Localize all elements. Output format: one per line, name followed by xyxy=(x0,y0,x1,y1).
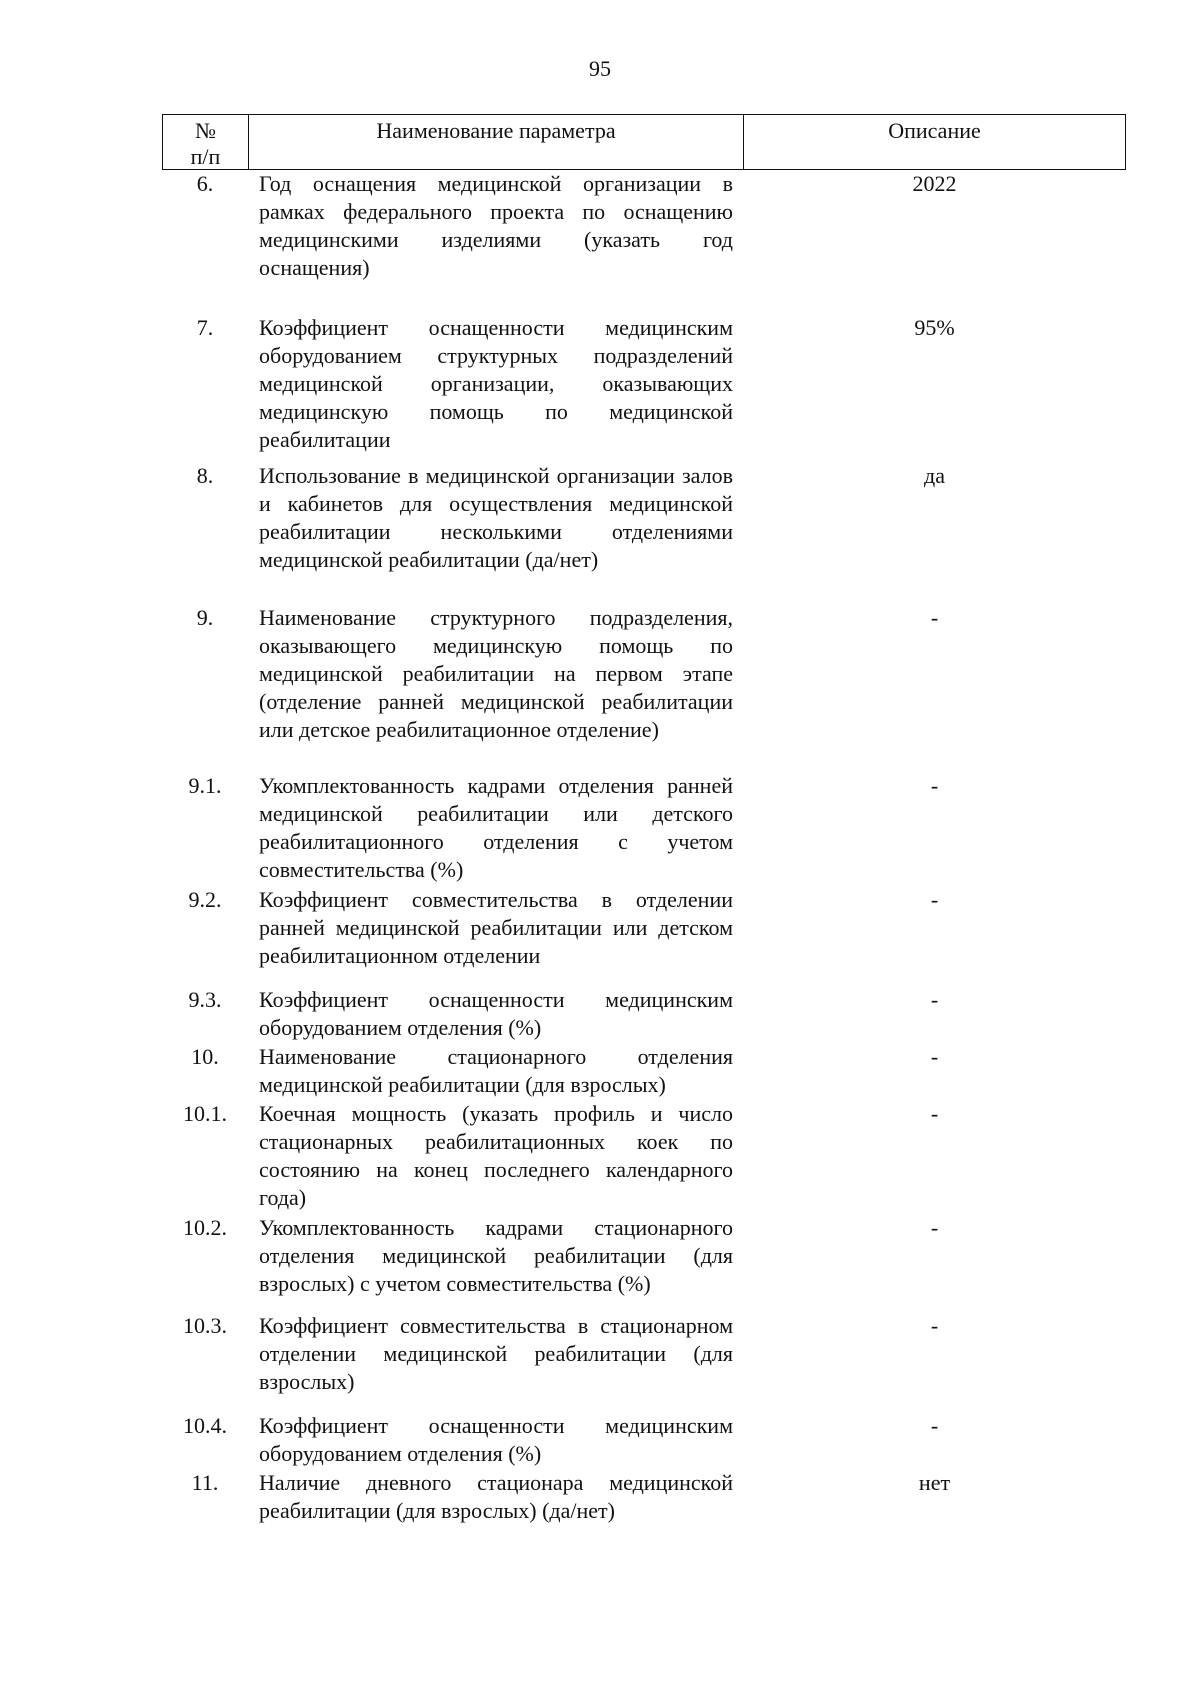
table-row xyxy=(162,1214,1126,1312)
row-parameter-name: Коечная мощность (указать профиль и число стационарных реабилитационных коек по состоянию на конец последнего календарного года) xyxy=(259,1101,733,1210)
table-row xyxy=(162,170,1126,314)
row-number: 6. xyxy=(196,171,214,196)
row-number: 10.2. xyxy=(183,1215,227,1240)
row-number: 10. xyxy=(191,1044,219,1069)
table-row xyxy=(162,1100,1126,1214)
row-description: - xyxy=(930,605,939,630)
header-description: Описание xyxy=(888,118,981,143)
page-number: 95 xyxy=(589,56,611,81)
table-header xyxy=(162,114,1126,170)
row-description: - xyxy=(930,887,939,912)
table-row xyxy=(162,886,1126,986)
row-parameter-name: Год оснащения медицинской организации в рамках федерального проекта по оснащению медицинскими изделиями (указать год оснащения) xyxy=(259,171,733,280)
row-parameter-name: Укомплектованность кадрами стационарного отделения медицинской реабилитации (для взрослых) с учетом совместительства (%) xyxy=(259,1215,733,1296)
table-row xyxy=(162,772,1126,886)
parameters-table xyxy=(162,114,1126,1529)
row-description: - xyxy=(930,1413,939,1438)
row-number: 10.4. xyxy=(183,1413,227,1438)
row-number: 8. xyxy=(196,463,214,488)
header-parameter-name: Наименование параметра xyxy=(249,115,744,169)
row-parameter-name: Наименование стационарного отделения медицинской реабилитации (для взрослых) xyxy=(259,1044,733,1097)
table-row xyxy=(162,1412,1126,1469)
row-number: 9.1. xyxy=(188,773,222,798)
table-row xyxy=(162,314,1126,462)
row-parameter-name: Укомплектованность кадрами отделения ранней медицинской реабилитации или детского реабилитационного отделения с учетом совместительства (%) xyxy=(259,773,733,882)
row-parameter-name: Коэффициент совместительства в стационарном отделении медицинской реабилитации (для взрослых) xyxy=(259,1313,733,1394)
table-row xyxy=(162,462,1126,604)
table-row xyxy=(162,1043,1126,1100)
row-number: 10.3. xyxy=(183,1313,227,1338)
row-number: 9. xyxy=(196,605,214,630)
row-parameter-name: Коэффициент оснащенности медицинским оборудованием отделения (%) xyxy=(259,987,733,1040)
table-row xyxy=(162,1469,1126,1529)
table-row xyxy=(162,604,1126,772)
row-number: 9.3. xyxy=(188,987,222,1012)
row-number: 10.1. xyxy=(183,1101,227,1126)
row-parameter-name: Наличие дневного стационара медицинской реабилитации (для взрослых) (да/нет) xyxy=(259,1470,733,1523)
row-description: - xyxy=(930,987,939,1012)
table-row xyxy=(162,1312,1126,1412)
row-description: 95% xyxy=(914,315,955,340)
row-description: - xyxy=(930,1044,939,1069)
row-description: нет xyxy=(918,1470,951,1495)
row-parameter-name: Использование в медицинской организации залов и кабинетов для осуществления медицинской реабилитации несколькими отделениями медицинской реабилитации (да/нет) xyxy=(259,463,733,572)
row-description: да xyxy=(924,463,945,488)
row-description: 2022 xyxy=(912,171,957,196)
row-number: 7. xyxy=(196,315,214,340)
row-parameter-name: Наименование структурного подразделения, оказывающего медицинскую помощь по медицинской реабилитации на первом этапе (отделение ранней медицинской реабилитации или детское реабилитационное отделение) xyxy=(259,605,733,742)
table-row xyxy=(162,986,1126,1043)
row-parameter-name: Коэффициент оснащенности медицинским оборудованием структурных подразделений медицинской организации, оказывающих медицинскую помощь по медицинской реабилитации xyxy=(259,315,733,452)
row-parameter-name: Коэффициент оснащенности медицинским оборудованием отделения (%) xyxy=(259,1413,733,1466)
row-description: - xyxy=(930,1215,939,1240)
row-number: 11. xyxy=(191,1470,219,1495)
header-number: № п/п xyxy=(163,115,249,169)
row-number: 9.2. xyxy=(188,887,222,912)
row-description: - xyxy=(930,1101,939,1126)
row-parameter-name: Коэффициент совместительства в отделении ранней медицинской реабилитации или детском реабилитационном отделении xyxy=(259,887,733,968)
row-description: - xyxy=(930,773,939,798)
row-description: - xyxy=(930,1313,939,1338)
